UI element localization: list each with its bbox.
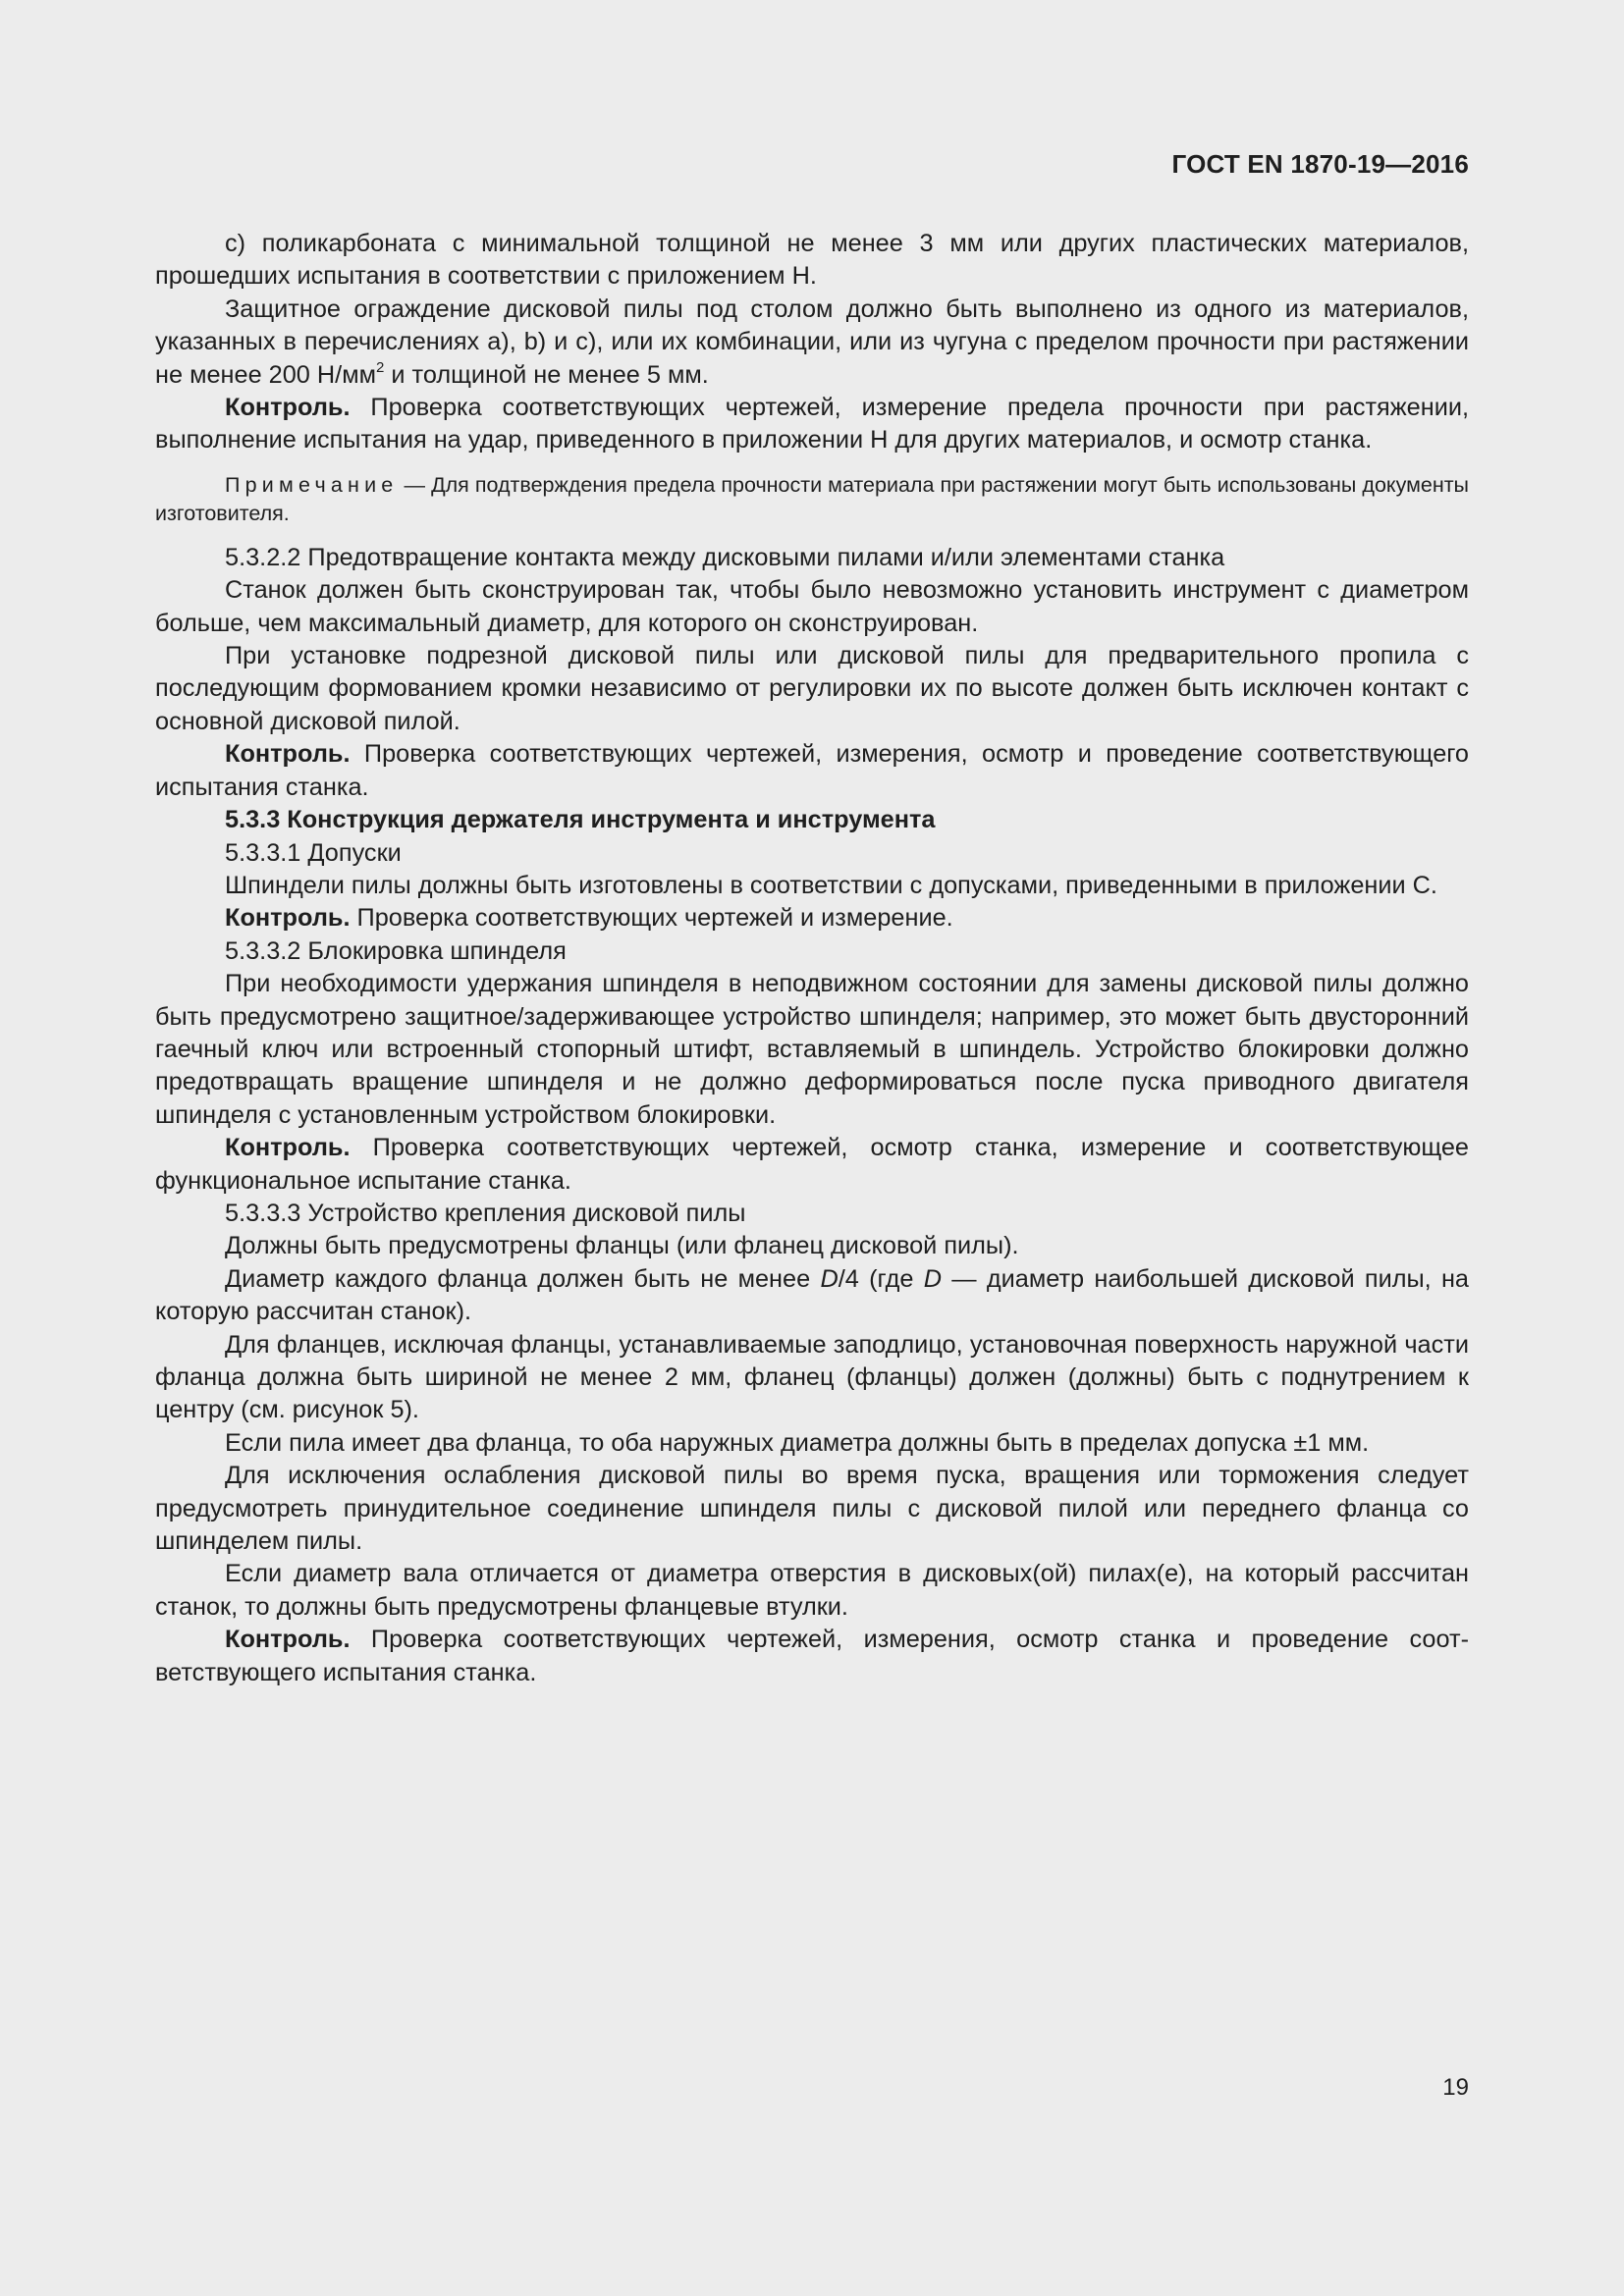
paragraph-flange-surface: Для фланцев, исключая фланцы, устанавливаемые заподлицо, установочная поверхность наружной части фланца должна быть шириной не менее 2 мм, фланец (фланцы) должен (должны) быть с поднутрением к центру (см. рисунок 5). — [155, 1330, 1469, 1424]
guard-material-text: Защитное ограждение дисковой пилы под столом должно быть выполнено из одного из материалов, указанных в перечислениях а), b) и с), или их комбинации, или из чугуна с пределом прочности при растяжении не менее 200 Н/мм — [155, 294, 1469, 389]
paragraph-spindle-tolerances: Шпиндели пилы должны быть изготовлены в соответствии с допусками, приведенными в приложении С. — [225, 871, 1437, 899]
note-text: — Для подтверждения предела прочности материала при растяжении могут быть использованы документы изготовителя. — [155, 472, 1469, 525]
superscript-2: 2 — [375, 358, 385, 376]
note-label: Примечание — [225, 472, 399, 497]
control-label: Контроль. — [225, 394, 351, 422]
paragraph-machine-design: Станок должен быть сконструирован так, чтобы было невозможно установить инструмент с диаметром больше, чем максимальный диаметр, для которого он сконструирован. — [155, 576, 1469, 637]
italic-d: D — [820, 1264, 839, 1293]
guard-material-text-end: и толщиной не менее 5 мм. — [384, 360, 709, 389]
document-body — [155, 228, 1469, 1689]
paragraph-control-4 — [155, 1132, 1469, 1198]
control-text: Проверка соответствующих чертежей, измерения, осмотр станка и проведение соответствующего испытания станка. — [155, 1626, 1469, 1686]
control-label: Контроль. — [225, 904, 351, 933]
flange-diameter-text: — диаметр наибольшей дисковой пилы, на которую рассчитан станок). — [155, 1264, 1470, 1326]
section-5-3-2-2: 5.3.2.2 Предотвращение контакта между дисковыми пилами и/или элементами станка — [225, 543, 1225, 571]
section-5-3-3-3: 5.3.3.3 Устройство крепления дисковой пилы — [225, 1199, 746, 1227]
paragraph-control-2 — [155, 738, 1469, 804]
control-label: Контроль. — [225, 1134, 351, 1162]
paragraph-two-flanges: Если пила имеет два фланца, то оба наружных диаметра должны быть в пределах допуска ±1 мм. — [225, 1428, 1370, 1457]
italic-d: D — [923, 1264, 943, 1293]
flange-diameter-text: /4 (где — [838, 1264, 924, 1293]
paragraph-control-1 — [155, 392, 1469, 457]
control-text: Проверка соответствующих чертежей, измерения, осмотр и проведение соответствующего испытания станка. — [155, 740, 1469, 801]
paragraph-flange-bushings: Если диаметр вала отличается от диаметра отверстия в дисковых(ой) пилах(е), на который рассчитан станок, то должны быть предусмотрены фланцевые втулки. — [155, 1560, 1469, 1621]
paragraph-scoring-saw: При установке подрезной дисковой пилы или дисковой пилы для предварительного пропила с последующим формованием кромки независимо от регулировки их по высоте должен быть исключен контакт с основной дисковой пилой. — [155, 642, 1469, 735]
paragraph-guard-material — [155, 294, 1469, 392]
paragraph-control-3 — [155, 902, 1469, 934]
control-text: Проверка соответствующих чертежей и измерение. — [350, 904, 953, 933]
paragraph-flanges-required: Должны быть предусмотрены фланцы (или фланец дисковой пилы). — [225, 1232, 1019, 1260]
flange-diameter-text: Диаметр каждого фланца должен быть не менее — [225, 1264, 821, 1293]
section-5-3-3-2: 5.3.3.2 Блокировка шпинделя — [225, 936, 567, 965]
control-text: Проверка соответствующих чертежей, измерение предела прочности при растяжении, выполнение испытания на удар, приведенного в приложении H для других материалов, и осмотр станка. — [155, 394, 1469, 454]
control-label: Контроль. — [225, 1626, 351, 1654]
paragraph-spindle-lock: При необходимости удержания шпинделя в неподвижном состоянии для замены дисковой пилы должно быть предусмотрено защитное/задерживающее устройство шпинделя; например, это может быть двусторонний гаечный ключ или встроенный стопорный штифт, вставляемый в шпиндель. Устройство блокировки должно предотвращать вращение шпинделя и не должно деформироваться после пуска приводного двигателя шпинделя с установленным устройством блокировки. — [155, 970, 1469, 1129]
section-5-3-3-1: 5.3.3.1 Допуски — [225, 838, 402, 867]
paragraph-control-5 — [155, 1624, 1469, 1689]
control-label: Контроль. — [225, 740, 351, 769]
document-header: ГОСТ EN 1870-19—2016 — [1171, 149, 1469, 179]
control-text: Проверка соответствующих чертежей, осмотр станка, измерение и соответствующее функциональное испытание станка. — [155, 1134, 1469, 1195]
paragraph-positive-drive: Для исключения ослабления дисковой пилы во время пуска, вращения или торможения следует предусмотреть принудительное соединение шпинделя пилы с дисковой пилой или переднего фланца со шпинделем пилы. — [155, 1462, 1469, 1556]
note — [155, 471, 1469, 528]
paragraph-c-polycarbonate: с) поликарбоната с минимальной толщиной не менее 3 мм или других пластических материалов, прошедших испытания в соответствии с приложением H. — [155, 230, 1469, 291]
section-5-3-3-heading: 5.3.3 Конструкция держателя инструмента и инструмента — [225, 806, 936, 834]
paragraph-flange-diameter — [155, 1263, 1469, 1329]
page-number: 19 — [1442, 2074, 1469, 2101]
